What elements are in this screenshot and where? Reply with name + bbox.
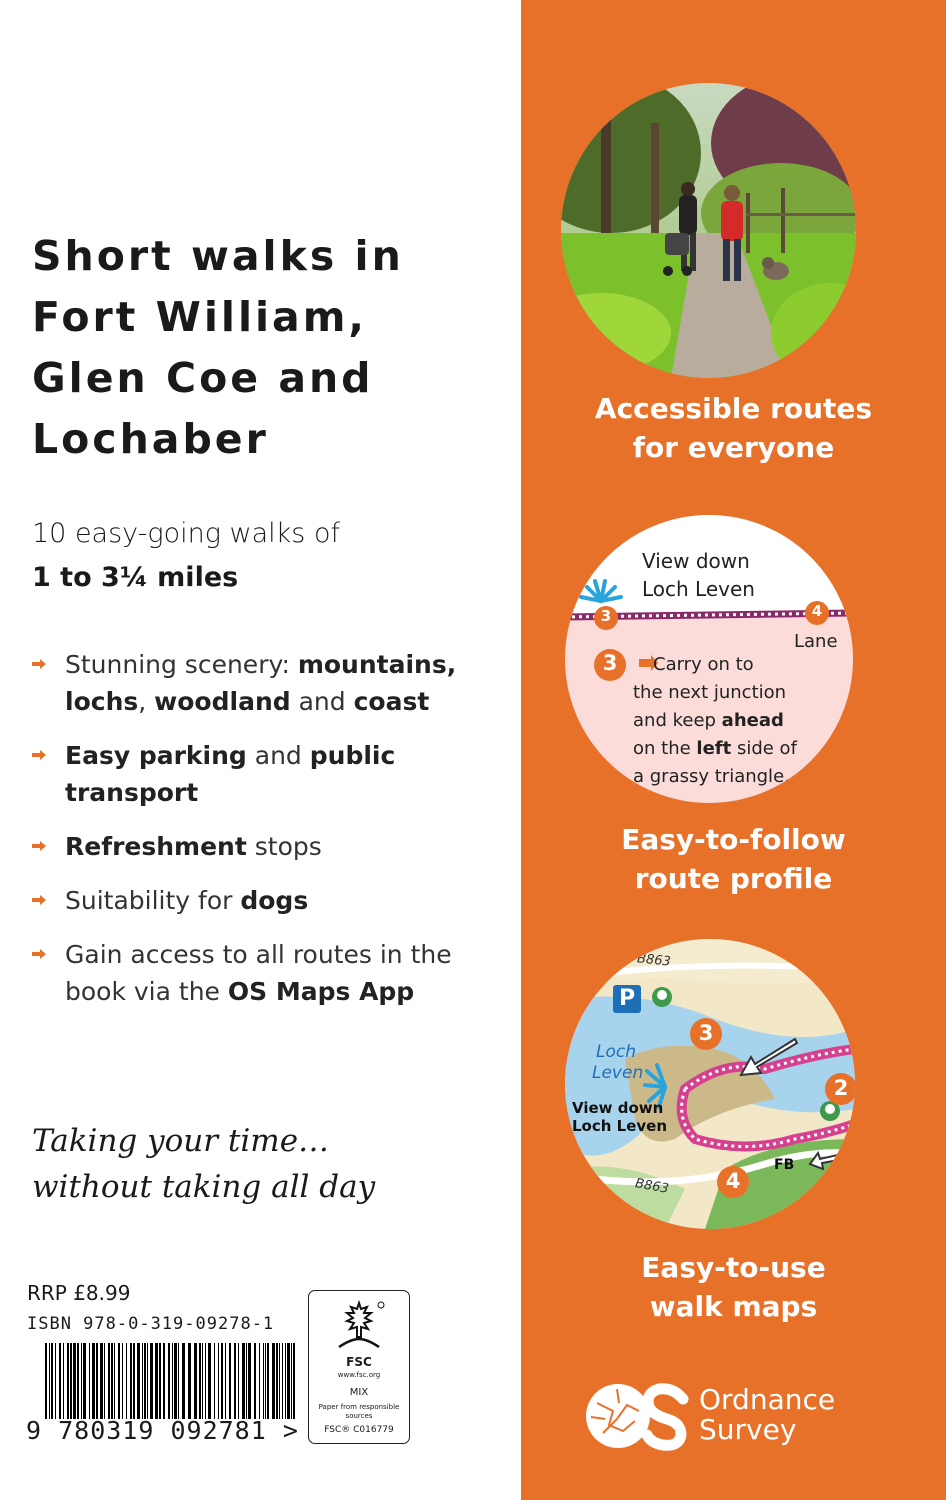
- loch-label-1: Loch: [596, 1042, 636, 1062]
- bullet-text: stops: [246, 832, 322, 861]
- caption-line: Easy-to-use: [641, 1251, 826, 1284]
- barcode-bar: [205, 1343, 206, 1419]
- barcode-bar: [174, 1343, 177, 1419]
- step-text-line: [633, 651, 843, 679]
- barcode-bar: [225, 1343, 226, 1419]
- barcode-bar: [202, 1343, 203, 1419]
- barcode-bar: [238, 1343, 239, 1419]
- barcode-bar: [242, 1343, 245, 1419]
- fsc-code: FSC® C016779: [324, 1425, 394, 1435]
- profile-view-label-1: View down: [642, 549, 750, 573]
- barcode-bar: [155, 1343, 158, 1419]
- tagline-line-2: without taking all day: [32, 1169, 376, 1205]
- barcode-bar: [199, 1343, 201, 1419]
- barcode-bar: [122, 1343, 123, 1419]
- parking-label: P: [618, 986, 636, 1011]
- barcode-bar: [182, 1343, 185, 1419]
- barcode-bar: [208, 1343, 211, 1419]
- price-label: RRP £8.99: [27, 1281, 131, 1305]
- barcode-bar: [172, 1343, 173, 1419]
- feature-bullet: [32, 737, 502, 811]
- bullet-text: public: [309, 741, 396, 770]
- barcode-bar: [55, 1343, 56, 1419]
- step-text-part: a grassy triangle.: [633, 766, 790, 787]
- road-label-bottom: B863: [633, 1176, 670, 1197]
- ordnance-survey-logo: [583, 1381, 848, 1451]
- map-marker: 3: [698, 1021, 714, 1045]
- barcode-bar: [246, 1343, 247, 1419]
- barcode-bar: [194, 1343, 197, 1419]
- bullet-text: Stunning scenery:: [65, 650, 298, 679]
- step-text-part: side of: [731, 738, 797, 759]
- bullet-text: and: [246, 741, 310, 770]
- barcode-bar: [45, 1343, 47, 1419]
- bullet-text: ,: [138, 687, 155, 716]
- book-subtitle: [32, 512, 502, 600]
- step-text-line: [633, 763, 843, 791]
- caption-line: route profile: [634, 862, 833, 895]
- ordnance-survey-wordmark: [699, 1385, 835, 1445]
- fsc-paper-source: Paper from responsible sources: [318, 1403, 400, 1420]
- fsc-certification-box: [308, 1290, 410, 1444]
- barcode-bar: [89, 1343, 90, 1419]
- barcode-bar: [214, 1343, 215, 1419]
- route-profile-sample: [565, 515, 853, 803]
- feature-bullet: [32, 646, 502, 720]
- caption-line: Easy-to-follow: [621, 823, 846, 856]
- bullet-text: mountains,: [297, 650, 457, 679]
- bullet-text: Refreshment: [65, 832, 247, 861]
- step-text-line: [633, 707, 843, 735]
- barcode-bar: [188, 1343, 191, 1419]
- barcode-bar: [108, 1343, 110, 1419]
- feature-caption-profile: [521, 820, 946, 898]
- barcode-bar: [137, 1343, 140, 1419]
- barcode-bar: [282, 1343, 283, 1419]
- bullet-text: coast: [353, 687, 430, 716]
- subtitle-line-2: 1 to 3¼ miles: [32, 562, 239, 593]
- profile-marker-start: 3: [600, 607, 612, 625]
- barcode-bar: [285, 1343, 286, 1419]
- barcode-bar: [144, 1343, 146, 1419]
- step-text-part: on the: [633, 738, 697, 759]
- map-marker: 4: [725, 1169, 741, 1193]
- footbridge-label: FB: [774, 1157, 795, 1173]
- barcode-bar: [276, 1343, 278, 1419]
- bullet-text: dogs: [240, 886, 309, 915]
- feature-bullet: [32, 828, 502, 865]
- title-line: Short walks in: [32, 232, 404, 280]
- profile-view-label-2: Loch Leven: [642, 577, 755, 601]
- road-label-top: B863: [636, 951, 672, 970]
- barcode-bar: [159, 1343, 161, 1419]
- barcode-bar: [254, 1343, 256, 1419]
- feature-bullet: [32, 936, 502, 1010]
- barcode-bar: [168, 1343, 170, 1419]
- bullet-text: Easy parking: [65, 741, 247, 770]
- barcode-bar: [73, 1343, 76, 1419]
- barcode-bar: [265, 1343, 266, 1419]
- step-text-part: the next junction: [633, 682, 787, 703]
- map-view-label-1: View down: [572, 1099, 664, 1117]
- feature-bullet-list: [32, 646, 502, 1027]
- tagline: [32, 1118, 375, 1210]
- step-text-part: and keep: [633, 710, 722, 731]
- title-line: Lochaber: [32, 415, 269, 463]
- fsc-label: FSC: [346, 1355, 372, 1369]
- barcode-bar: [114, 1343, 115, 1419]
- barcode-bar: [100, 1343, 103, 1419]
- walkers-photo: [561, 83, 856, 378]
- bullet-arrow-icon: [32, 895, 46, 905]
- ordnance-survey-os-icon: [583, 1381, 693, 1451]
- subtitle-line-1: 10 easy-going walks of: [32, 518, 340, 549]
- barcode-bar: [291, 1343, 292, 1419]
- barcode: [45, 1343, 295, 1419]
- bullet-text: Suitability for: [65, 886, 241, 915]
- barcode-bar: [229, 1343, 231, 1419]
- title-line: Glen Coe and: [32, 354, 374, 402]
- bullet-arrow-icon: [32, 659, 46, 669]
- barcode-bar: [272, 1343, 275, 1419]
- barcode-bar: [104, 1343, 105, 1419]
- tree-icon: [652, 987, 672, 1007]
- barcode-bar: [259, 1343, 260, 1419]
- step-text-line: [633, 735, 843, 763]
- barcode-bar: [234, 1343, 236, 1419]
- feature-bullet: [32, 882, 502, 919]
- barcode-bar: [287, 1343, 290, 1419]
- walk-map-sample: [565, 939, 855, 1229]
- bullet-arrow-icon: [32, 949, 46, 959]
- loch-label-2: Leven: [592, 1063, 644, 1083]
- step-text-part: Carry on to: [653, 654, 754, 675]
- bullet-arrow-icon: [32, 841, 46, 851]
- bullet-text: and: [290, 687, 354, 716]
- fsc-website: www.fsc.org: [337, 1371, 381, 1379]
- profile-step-text: [633, 651, 843, 791]
- map-view-label-2: Loch Leven: [572, 1117, 668, 1135]
- barcode-bar: [59, 1343, 61, 1419]
- barcode-bar: [118, 1343, 120, 1419]
- barcode-bar: [96, 1343, 98, 1419]
- barcode-bar: [81, 1343, 82, 1419]
- caption-line: for everyone: [632, 431, 835, 464]
- barcode-bar: [133, 1343, 135, 1419]
- barcode-bar: [248, 1343, 251, 1419]
- barcode-bar: [279, 1343, 280, 1419]
- barcode-bar: [77, 1343, 79, 1419]
- step-text-part: ahead: [721, 710, 784, 731]
- caption-line: Accessible routes: [594, 392, 873, 425]
- barcode-bar: [51, 1343, 53, 1419]
- book-title: [32, 226, 502, 470]
- barcode-bar: [218, 1343, 219, 1419]
- profile-step-number: 3: [602, 651, 618, 675]
- bullet-text: transport: [65, 778, 199, 807]
- bullet-text: Gain access to all routes in the: [65, 940, 452, 969]
- feature-caption-accessible: [521, 389, 946, 467]
- barcode-digits: 9 780319 092781 >: [26, 1416, 299, 1445]
- caption-line: walk maps: [649, 1290, 818, 1323]
- profile-lane-label: Lane: [794, 631, 838, 652]
- os-wordmark-line-2: Survey: [699, 1413, 797, 1446]
- barcode-bar: [67, 1343, 69, 1419]
- barcode-bar: [293, 1343, 295, 1419]
- barcode-bar: [163, 1343, 165, 1419]
- os-wordmark-line-1: Ordnance: [699, 1383, 836, 1416]
- barcode-bar: [147, 1343, 148, 1419]
- bullet-text: book via the: [65, 977, 228, 1006]
- barcode-bar: [63, 1343, 64, 1419]
- bullet-arrow-icon: [32, 750, 46, 760]
- barcode-bar: [263, 1343, 264, 1419]
- isbn-label: ISBN 978-0-319-09278-1: [27, 1314, 275, 1334]
- barcode-bar: [178, 1343, 179, 1419]
- barcode-bar: [221, 1343, 223, 1419]
- barcode-bar: [83, 1343, 86, 1419]
- barcode-bar: [150, 1343, 153, 1419]
- step-text-part: left: [696, 738, 732, 759]
- barcode-bar: [267, 1343, 269, 1419]
- bullet-text: woodland: [154, 687, 291, 716]
- barcode-bar: [111, 1343, 113, 1419]
- barcode-bar: [142, 1343, 143, 1419]
- profile-marker-end: 4: [811, 602, 823, 620]
- barcode-bar: [126, 1343, 127, 1419]
- fsc-mix: MIX: [349, 1387, 369, 1398]
- barcode-bar: [130, 1343, 132, 1419]
- barcode-bar: [70, 1343, 72, 1419]
- map-marker: 2: [833, 1076, 849, 1100]
- barcode-bar: [92, 1343, 95, 1419]
- fsc-tree-logo-icon: [331, 1299, 387, 1355]
- barcode-bar: [49, 1343, 50, 1419]
- tagline-line-1: Taking your time…: [32, 1123, 330, 1159]
- title-line: Fort William,: [32, 293, 368, 341]
- bullet-text: OS Maps App: [227, 977, 415, 1006]
- step-text-line: [633, 679, 843, 707]
- feature-caption-maps: [521, 1248, 946, 1326]
- bullet-text: lochs: [65, 687, 139, 716]
